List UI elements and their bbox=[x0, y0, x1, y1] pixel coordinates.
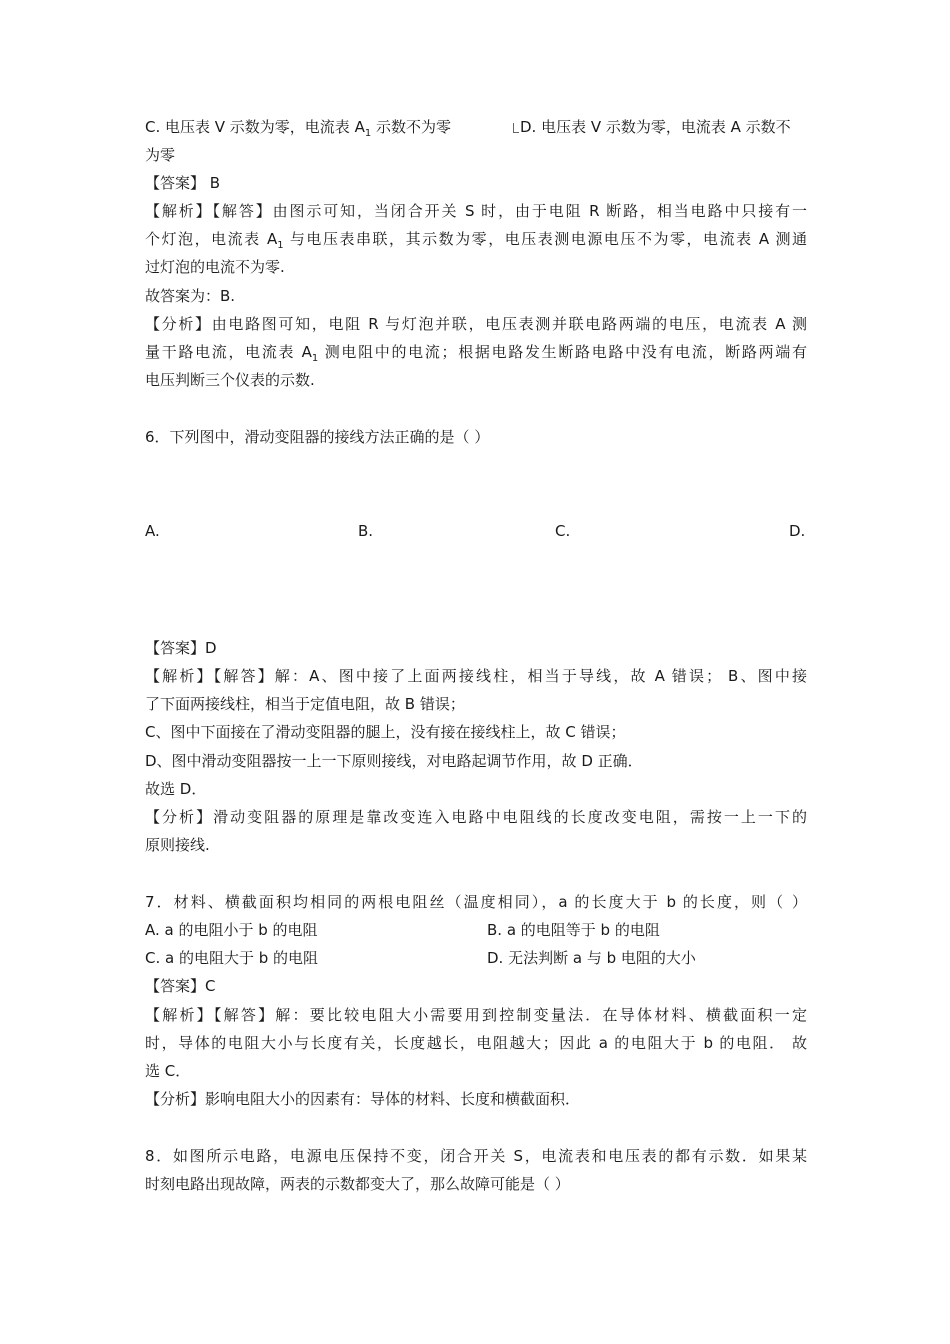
q6-analysis-line: C、图中下面接在了滑动变阻器的腿上，没有接在接线柱上，故 C 错误； bbox=[145, 723, 626, 741]
q7-breakdown: 【分析】影响电阻大小的因素有：导体的材料、长度和横截面积． bbox=[145, 1090, 581, 1108]
q7-option-c: C. a 的电阻大于 b 的电阻 bbox=[145, 949, 319, 967]
q5-option-d: D. 电压表 V 示数为零，电流表 A 示数不 bbox=[513, 116, 791, 138]
q6-analysis-line: 【解析】【解答】解：A、图中接了上面两接线柱，相当于导线，故 A 错误； B、图中接 bbox=[145, 667, 807, 685]
table-cell-marker-icon bbox=[513, 123, 519, 133]
q6-option-b: B. bbox=[358, 522, 374, 540]
q5-analysis-line: 个灯泡，电流表 $A_1$ 与电压表串联，其示数为零，电压表测电源电压不为零，电流表 A 测通 bbox=[145, 230, 807, 251]
q7-analysis-line: 选 C． bbox=[145, 1062, 191, 1080]
q5-answer: 【答案】 B bbox=[145, 174, 221, 192]
q7-option-b: B. a 的电阻等于 b 的电阻 bbox=[487, 921, 660, 939]
q6-breakdown-line: 原则接线. bbox=[145, 836, 210, 854]
q8-question-line: 8．如图所示电路，电源电压保持不变，闭合开关 S，电流表和电压表的都有示数．如果某 bbox=[145, 1147, 807, 1165]
q7-answer: 【答案】C bbox=[145, 977, 216, 995]
q6-conclusion: 故选 D． bbox=[145, 780, 207, 798]
q5-analysis-line: 【解析】【解答】由图示可知，当闭合开关 S 时，由于电阻 R 断路，相当电路中只接有一 bbox=[145, 202, 807, 220]
q5-conclusion: 故答案为：B. bbox=[145, 287, 236, 305]
q7-option-a: A. a 的电阻小于 b 的电阻 bbox=[145, 921, 318, 939]
q6-analysis-line: D、图中滑动变阻器按一上一下原则接线，对电路起调节作用，故 D 正确． bbox=[145, 752, 643, 770]
q8-question-line: 时刻电路出现故障，两表的示数都变大了，那么故障可能是（ ） bbox=[145, 1175, 570, 1193]
q5-option-d-continued: 为零 bbox=[145, 146, 176, 164]
q6-option-a: A. bbox=[145, 522, 160, 540]
q7-option-d: D. 无法判断 a 与 b 电阻的大小 bbox=[487, 949, 696, 967]
q5-analysis-line: 过灯泡的电流不为零. bbox=[145, 258, 285, 276]
q5-breakdown-line: 【分析】由电路图可知，电阻 R 与灯泡并联，电压表测并联电路两端的电压，电流表 A 测 bbox=[145, 315, 807, 333]
q5-option-c: C. 电压表 V 示数为零，电流表 $A_1$ 示数不为零 bbox=[145, 118, 451, 139]
q6-analysis-line: 了下面两接线柱，相当于定值电阻，故 B 错误； bbox=[145, 695, 465, 713]
q6-breakdown-line: 【分析】滑动变阻器的原理是靠改变连入电路中电阻线的长度改变电阻，需按一上一下的 bbox=[145, 808, 807, 826]
q6-answer: 【答案】D bbox=[145, 639, 217, 657]
q7-analysis-line: 时，导体的电阻大小与长度有关，长度越长，电阻越大；因此 a 的电阻大于 b 的电阻． 故 bbox=[145, 1034, 807, 1052]
q5-breakdown-line: 量干路电流，电流表 $A_1$ 测电阻中的电流；根据电路发生断路电路中没有电流，断路两端有 bbox=[145, 343, 807, 364]
q7-analysis-line: 【解析】【解答】解：要比较电阻大小需要用到控制变量法．在导体材料、横截面积一定 bbox=[145, 1006, 807, 1024]
q7-question: 7．材料、横截面积均相同的两根电阻丝（温度相同），a 的长度大于 b 的长度，则（ ） bbox=[145, 893, 807, 911]
q6-option-d: D. bbox=[789, 522, 806, 540]
q5-breakdown-line: 电压判断三个仪表的示数. bbox=[145, 371, 315, 389]
q6-option-c: C. bbox=[555, 522, 571, 540]
q6-question: 6．下列图中，滑动变阻器的接线方法正确的是（ ） bbox=[145, 428, 490, 446]
